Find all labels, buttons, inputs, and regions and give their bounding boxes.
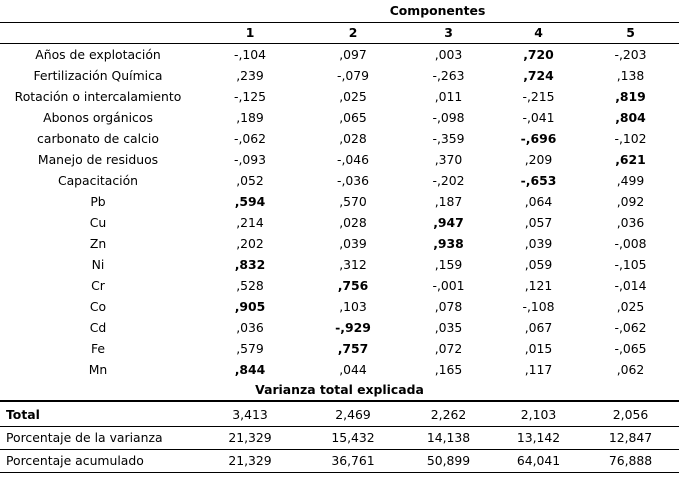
loading-cell: ,078 [434, 299, 463, 314]
variable-label: Mn [88, 362, 108, 377]
loading-cell: ,072 [434, 341, 463, 356]
loading-cell: ,044 [339, 362, 367, 377]
loading-cell: ,570 [339, 194, 367, 209]
variance-cell: 15,432 [304, 427, 402, 450]
loading-cell: ,189 [236, 110, 264, 125]
loading-cell: ,028 [339, 131, 367, 146]
variance-row [0, 401, 679, 427]
loading-cell: ,844 [234, 362, 266, 377]
loading-cell: ,015 [524, 341, 553, 356]
loading-cell: ,804 [615, 110, 646, 125]
loading-cell: ,025 [339, 89, 367, 104]
loading-cell: -,001 [432, 278, 465, 293]
loading-cell: -,929 [335, 320, 371, 335]
table-row [0, 254, 679, 275]
variance-cell: 13,142 [495, 427, 582, 450]
loading-cell: ,028 [339, 215, 367, 230]
loading-cell: ,064 [524, 194, 553, 209]
loading-cell: ,117 [524, 362, 553, 377]
loading-cell: -,653 [520, 173, 557, 188]
variance-cell: 12,847 [582, 427, 679, 450]
variance-cell: 64,041 [495, 450, 582, 473]
loading-cell: -,263 [432, 68, 465, 83]
variable-label: Capacitación [57, 173, 139, 188]
variable-label: Cd [89, 320, 107, 335]
variance-cell: 14,138 [402, 427, 495, 450]
loading-cell: ,239 [236, 68, 264, 83]
variable-label: Pb [90, 194, 106, 209]
loading-cell: -,079 [336, 68, 370, 83]
loading-cell: ,025 [616, 299, 645, 314]
loading-cell: ,057 [524, 215, 553, 230]
table-row [0, 86, 679, 107]
loading-cell: ,579 [236, 341, 264, 356]
loading-cell: ,035 [434, 320, 463, 335]
loading-cell: ,819 [615, 89, 646, 104]
components-title-row [0, 0, 679, 23]
loading-cell: ,724 [523, 68, 554, 83]
variance-label: Total [6, 407, 40, 422]
table-row [0, 212, 679, 233]
components-title: Componentes [389, 3, 486, 18]
loading-cell: -,359 [432, 131, 465, 146]
loading-cell: ,011 [434, 89, 463, 104]
loading-cell: ,039 [524, 236, 553, 251]
loading-cell: -,215 [522, 89, 555, 104]
table-row [0, 149, 679, 170]
loading-cell: -,104 [233, 47, 267, 62]
loading-cell: ,165 [434, 362, 463, 377]
loading-cell: -,046 [336, 152, 370, 167]
loading-cell: ,092 [616, 194, 645, 209]
variable-label: Rotación o intercalamiento [14, 89, 182, 104]
variance-cell: 21,329 [196, 427, 304, 450]
variance-cell: 2,103 [520, 407, 557, 422]
loading-cell: ,756 [337, 278, 369, 293]
loading-cell: ,370 [434, 152, 463, 167]
loading-cell: ,138 [616, 68, 645, 83]
variable-label: Años de explotación [35, 47, 161, 62]
loading-cell: ,059 [524, 257, 553, 272]
loading-cell: ,621 [615, 152, 646, 167]
table-row [0, 65, 679, 86]
variable-label: Cu [89, 215, 107, 230]
loading-cell: ,720 [523, 47, 554, 62]
variance-heading: Varianza total explicada [0, 380, 679, 401]
loading-cell: -,036 [336, 173, 370, 188]
loading-cell: ,097 [339, 47, 367, 62]
loading-cell: -,065 [614, 341, 647, 356]
loading-cell: ,202 [236, 236, 264, 251]
table-row [0, 233, 679, 254]
variance-label: Porcentaje de la varianza [0, 427, 196, 450]
column-header-2: 2 [304, 23, 402, 44]
loading-cell: ,187 [434, 194, 463, 209]
variance-cell: 2,262 [430, 407, 467, 422]
variance-cell: 50,899 [402, 450, 495, 473]
loading-cell: ,159 [434, 257, 463, 272]
table-row [0, 338, 679, 359]
table-row [0, 44, 679, 66]
loading-cell: ,062 [616, 362, 645, 377]
variance-cell: 76,888 [582, 450, 679, 473]
loading-cell: ,905 [234, 299, 266, 314]
loading-cell: ,594 [234, 194, 266, 209]
variable-label: Fertilización Química [33, 68, 163, 83]
loading-cell: -,008 [614, 236, 647, 251]
loading-cell: ,121 [524, 278, 553, 293]
loading-cell: ,528 [236, 278, 264, 293]
loading-cell: -,098 [432, 110, 465, 125]
table-row [0, 296, 679, 317]
loading-cell: ,832 [234, 257, 266, 272]
loading-cell: ,938 [433, 236, 464, 251]
variance-cell: 21,329 [196, 450, 304, 473]
loading-cell: ,103 [339, 299, 367, 314]
table-row [0, 191, 679, 212]
loading-cell: ,065 [339, 110, 367, 125]
loading-cell: -,203 [614, 47, 647, 62]
variable-label: Zn [89, 236, 107, 251]
variable-label: Ni [91, 257, 105, 272]
variance-heading-row [0, 380, 679, 401]
variance-cell: 3,413 [232, 407, 268, 422]
loading-cell: ,067 [524, 320, 553, 335]
loading-cell: ,214 [236, 215, 264, 230]
loading-cell: ,947 [433, 215, 464, 230]
column-header-4: 4 [495, 23, 582, 44]
loading-cell: -,105 [614, 257, 647, 272]
loading-cell: -,041 [522, 110, 555, 125]
table-row [0, 359, 679, 380]
variable-label: Fe [90, 341, 106, 356]
variance-cell: 36,761 [304, 450, 402, 473]
variance-cell: 2,469 [335, 407, 371, 422]
loading-cell: ,757 [337, 341, 369, 356]
column-header-5: 5 [582, 23, 679, 44]
loading-cell: ,036 [236, 320, 264, 335]
loading-cell: ,312 [339, 257, 367, 272]
column-header-row [0, 23, 679, 44]
table-row [0, 128, 679, 149]
loading-cell: ,052 [236, 173, 264, 188]
table-row [0, 275, 679, 296]
variable-label: Manejo de residuos [37, 152, 159, 167]
loading-cell: ,499 [616, 173, 645, 188]
loading-cell: -,202 [432, 173, 465, 188]
loading-cell: -,108 [522, 299, 555, 314]
variance-row [0, 427, 679, 450]
variable-label: Cr [91, 278, 105, 293]
loading-cell: -,062 [233, 131, 267, 146]
loading-cell: -,062 [614, 320, 647, 335]
table-row [0, 170, 679, 191]
column-header-3: 3 [402, 23, 495, 44]
variance-cell: 2,056 [612, 407, 649, 422]
variable-label: Co [89, 299, 107, 314]
column-header-1: 1 [196, 23, 304, 44]
loading-cell: -,014 [614, 278, 647, 293]
loading-cell: ,003 [434, 47, 463, 62]
variance-label: Porcentaje acumulado [0, 450, 196, 473]
loading-cell: -,696 [520, 131, 557, 146]
loading-cell: -,102 [614, 131, 647, 146]
table-row [0, 107, 679, 128]
loading-cell: ,039 [339, 236, 367, 251]
variable-label: carbonato de calcio [37, 131, 159, 146]
table-row [0, 317, 679, 338]
variable-label: Abonos orgánicos [43, 110, 153, 125]
loading-cell: -,093 [233, 152, 267, 167]
loading-cell: ,036 [616, 215, 645, 230]
loading-cell: -,125 [233, 89, 267, 104]
loading-cell: ,209 [524, 152, 553, 167]
variance-row [0, 450, 679, 473]
